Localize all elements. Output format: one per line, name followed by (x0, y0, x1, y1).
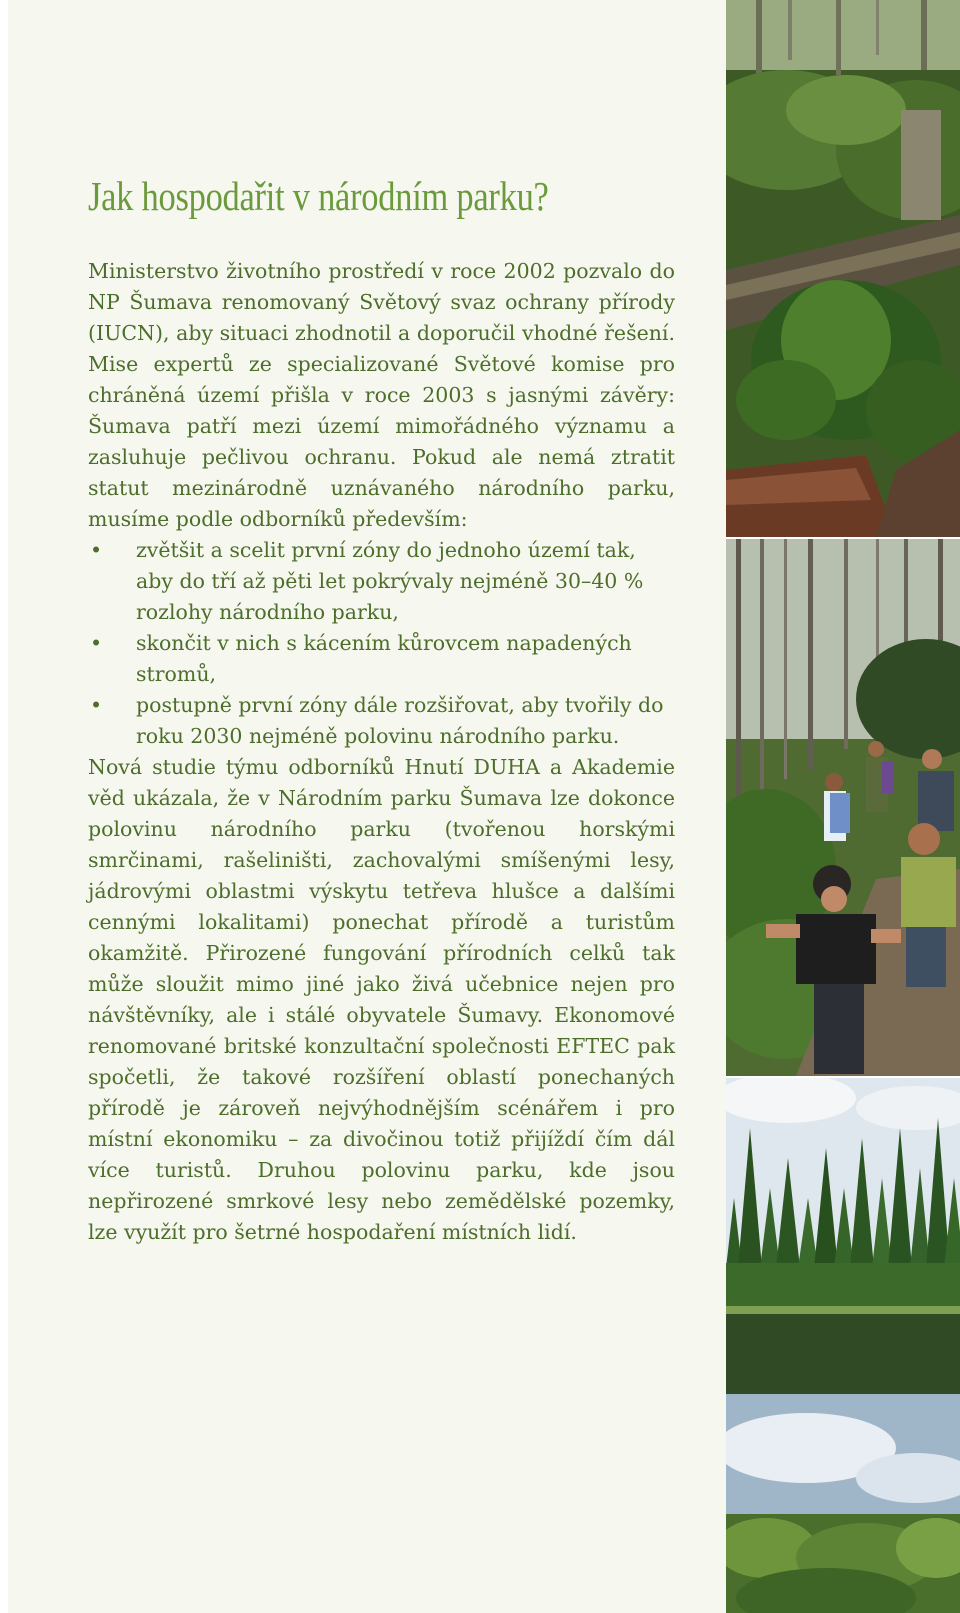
forest-floor-image (726, 0, 960, 537)
bullet-icon: • (90, 693, 103, 717)
lake-image (726, 1078, 960, 1613)
bullet-icon: • (90, 631, 103, 655)
list-item-text: zvětšit a scelit první zóny do jednoho území tak, aby do tří až pěti let pokrývaly nejméně 30–40 % rozlohy národního parku, (136, 538, 644, 624)
list-item (88, 628, 675, 690)
hikers-image (726, 539, 960, 1076)
recommendation-list (88, 535, 675, 752)
page (8, 0, 726, 1613)
intro-section (88, 256, 675, 752)
photo-lake (726, 1078, 960, 1613)
list-item-text: skončit v nich s kácením kůrovcem napadených stromů, (136, 631, 632, 686)
study-paragraph: Nová studie týmu odborníků Hnutí DUHA a Akademie věd ukázala, že v Národním parku Šumava lze dokonce polovinu národního parku (tvořenou horskými smrčinami, rašeliništi, zachovalými smíšenými lesy, jádrovými oblastmi výskytu tetřeva hlušce a dalšími cennými lokalitami) ponechat přírodě a turistům okamžitě. Přirozené fungování přírodních celků tak může sloužit mimo jiné jako živá učebnice nejen pro návštěvníky, ale i stálé obyvatele Šumavy. Ekonomové renomované britské konzultační společnosti EFTEC pak spočetli, že takové rozšíření oblastí ponechaných přírodě je zároveň nejvýhodnějším scénářem i pro místní ekonomiku – za divočinou totiž přijíždí čím dál více turistů. Druhou polovinu parku, kde jsou nepřirozené smrkové lesy nebo zemědělské pozemky, lze využít pro šetrné hospodaření místních lidí. (88, 755, 675, 1244)
list-item-text: postupně první zóny dále rozšiřovat, aby tvořily do roku 2030 nejméně polovinu národního parku. (136, 693, 664, 748)
photo-column (726, 0, 960, 1613)
list-item (88, 535, 675, 628)
list-item (88, 690, 675, 752)
study-section (88, 752, 675, 1248)
page-title: Jak hospodařit v národním parku? (88, 173, 549, 219)
photo-forest-floor (726, 0, 960, 537)
photo-hikers (726, 539, 960, 1076)
bullet-icon: • (90, 538, 103, 562)
intro-paragraph: Ministerstvo životního prostředí v roce 2002 pozvalo do NP Šumava renomovaný Světový svaz ochrany přírody (IUCN), aby situaci zhodnotil a doporučil vhodné řešení. Mise expertů ze specializované Světové komise pro chráněná území přišla v roce 2003 s jasnými závěry: Šumava patří mezi území mimořádného významu a zasluhuje pečlivou ochranu. Pokud ale nemá ztratit statut mezinárodně uznávaného národního parku, musíme podle odborníků především: (88, 259, 675, 531)
